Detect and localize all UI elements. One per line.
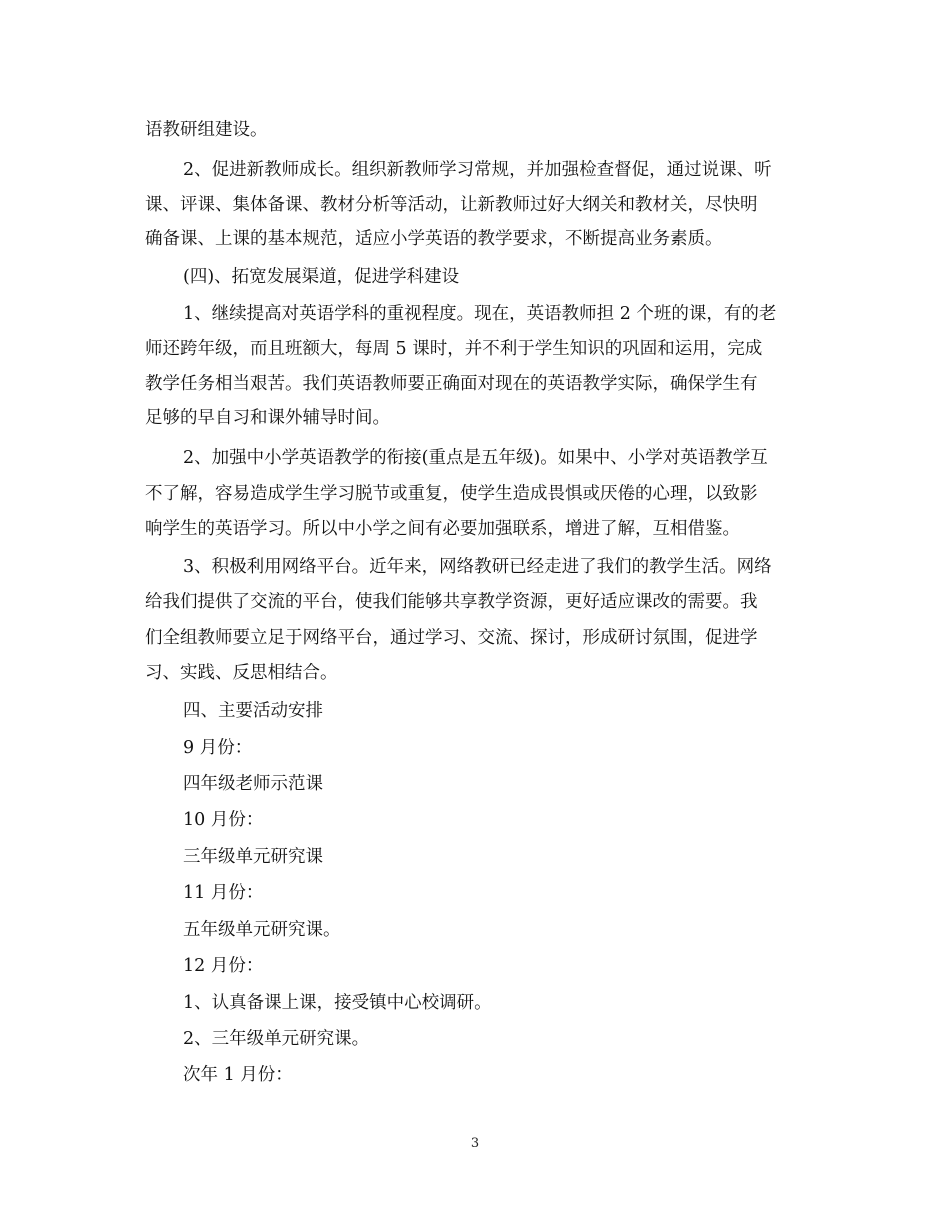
section-heading: 四、主要活动安排	[183, 701, 323, 721]
activity-item: 2、三年级单元研究课。	[183, 1029, 370, 1049]
activity-item: 四年级老师示范课	[183, 774, 323, 794]
text-line: 2、加强中小学英语教学的衔接(重点是五年级)。如果中、小学对英语教学互	[183, 448, 768, 468]
month-label: 10 月份：	[183, 810, 264, 830]
text-line: 足够的早自习和课外辅导时间。	[145, 408, 390, 428]
activity-item: 五年级单元研究课。	[183, 920, 341, 940]
text-line: 课、评课、集体备课、教材分析等活动，让新教师过好大纲关和教材关，尽快明	[145, 195, 758, 215]
text-line: 们全组教师要立足于网络平台，通过学习、交流、探讨，形成研讨氛围，促进学	[145, 628, 758, 648]
section-heading: (四)、拓宽发展渠道，促进学科建设	[183, 267, 460, 287]
month-label: 12 月份：	[183, 956, 264, 976]
text-line: 习、实践、反思相结合。	[145, 663, 338, 683]
text-line: 1、继续提高对英语学科的重视程度。现在，英语教师担 2 个班的课，有的老	[183, 304, 777, 324]
month-label: 9 月份：	[183, 738, 253, 758]
text-line: 确备课、上课的基本规范，适应小学英语的教学要求，不断提高业务素质。	[145, 229, 723, 249]
text-line: 师还跨年级，而且班额大，每周 5 课时，并不利于学生知识的巩固和运用，完成	[145, 339, 763, 359]
month-label: 次年 1 月份：	[183, 1065, 293, 1085]
text-line: 教学任务相当艰苦。我们英语教师要正确面对现在的英语教学实际，确保学生有	[145, 374, 758, 394]
text-line: 2、促进新教师成长。组织新教师学习常规，并加强检查督促，通过说课、听	[183, 160, 772, 180]
text-line: 给我们提供了交流的平台，使我们能够共享教学资源，更好适应课改的需要。我	[145, 592, 758, 612]
text-line: 3、积极利用网络平台。近年来，网络教研已经走进了我们的教学生活。网络	[183, 557, 772, 577]
page-number: 3	[470, 1136, 480, 1151]
month-label: 11 月份：	[183, 883, 264, 903]
text-line: 不了解，容易造成学生学习脱节或重复，使学生造成畏惧或厌倦的心理，以致影	[145, 484, 758, 504]
text-line: 响学生的英语学习。所以中小学之间有必要加强联系，增进了解，互相借鉴。	[145, 519, 740, 539]
text-line: 语教研组建设。	[145, 120, 268, 140]
activity-item: 三年级单元研究课	[183, 847, 323, 867]
activity-item: 1、认真备课上课，接受镇中心校调研。	[183, 993, 492, 1013]
